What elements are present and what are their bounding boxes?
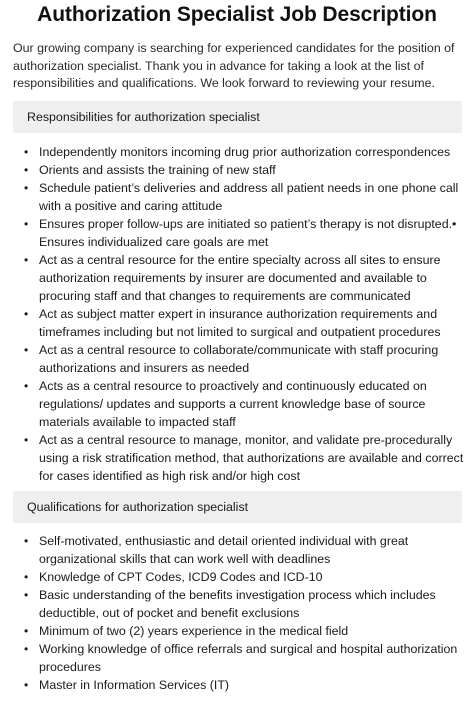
bullet-icon: • xyxy=(24,343,29,357)
bullet-icon: • xyxy=(24,181,29,195)
bullet-icon: • xyxy=(24,588,29,602)
list-item: • Acts as a central resource to proactively and continuously educated on regulations/ updates and supports a current knowledge base of source materials available to impacted staff xyxy=(24,379,427,429)
responsibilities-list xyxy=(13,143,465,485)
bullet-icon: • xyxy=(24,678,29,692)
list-item: • Self-motivated, enthusiastic and detail oriented individual with great organizational skills that can work well with deadlines xyxy=(24,534,409,566)
responsibilities-heading: Responsibilities for authorization specialist xyxy=(13,101,462,133)
qualifications-list xyxy=(13,532,465,694)
intro-paragraph: Our growing company is searching for experienced candidates for the position of authorization specialist. Thank you in advance for taking a look at the list of responsibilities and qualifications. We look forward to reviewing your resume. xyxy=(13,41,455,91)
list-item: • Act as subject matter expert in insurance authorization requirements and timeframes including but not limited to surgical and outpatient procedures xyxy=(24,307,441,339)
bullet-icon: • xyxy=(24,570,29,584)
list-item: • Independently monitors incoming drug prior authorization correspondences xyxy=(24,145,451,159)
bullet-icon: • xyxy=(24,253,29,267)
bullet-icon: • xyxy=(24,642,29,656)
list-item: • Act as a central resource to manage, monitor, and validate pre-procedurally using a risk stratification method, that authorizations are available and correct for cases identified as high risk and/or high cost xyxy=(24,433,464,483)
bullet-icon: • xyxy=(24,534,29,548)
list-item: • Minimum of two (2) years experience in the medical field xyxy=(24,624,349,638)
qualifications-heading: Qualifications for authorization specialist xyxy=(13,491,462,523)
page-title: Authorization Specialist Job Description xyxy=(37,3,437,26)
list-item: • Schedule patient’s deliveries and address all patient needs in one phone call with a positive and caring attitude xyxy=(24,181,459,213)
list-item: • Act as a central resource to collaborate/communicate with staff procuring authorizations and insurers as needed xyxy=(24,343,439,375)
bullet-icon: • xyxy=(24,379,29,393)
list-item: • Orients and assists the training of new staff xyxy=(24,163,276,177)
list-item: • Ensures proper follow-ups are initiated so patient’s therapy is not disrupted.• Ensures individualized care goals are met xyxy=(24,217,457,249)
bullet-icon: • xyxy=(24,163,29,177)
list-item: • Knowledge of CPT Codes, ICD9 Codes and ICD-10 xyxy=(24,570,323,584)
bullet-icon: • xyxy=(24,624,29,638)
bullet-icon: • xyxy=(24,433,29,447)
list-item: • Basic understanding of the benefits investigation process which includes deductible, out of pocket and benefit exclusions xyxy=(24,588,436,620)
bullet-icon: • xyxy=(24,145,29,159)
bullet-icon: • xyxy=(24,217,29,231)
list-item: • Working knowledge of office referrals and surgical and hospital authorization procedures xyxy=(24,642,458,674)
list-item: • Master in Information Services (IT) xyxy=(24,678,230,692)
bullet-icon: • xyxy=(24,307,29,321)
list-item: • Act as a central resource for the entire specialty across all sites to ensure authorization requirements by insurer are documented and available to procuring staff and that changes to requirements are communicated xyxy=(24,253,441,303)
